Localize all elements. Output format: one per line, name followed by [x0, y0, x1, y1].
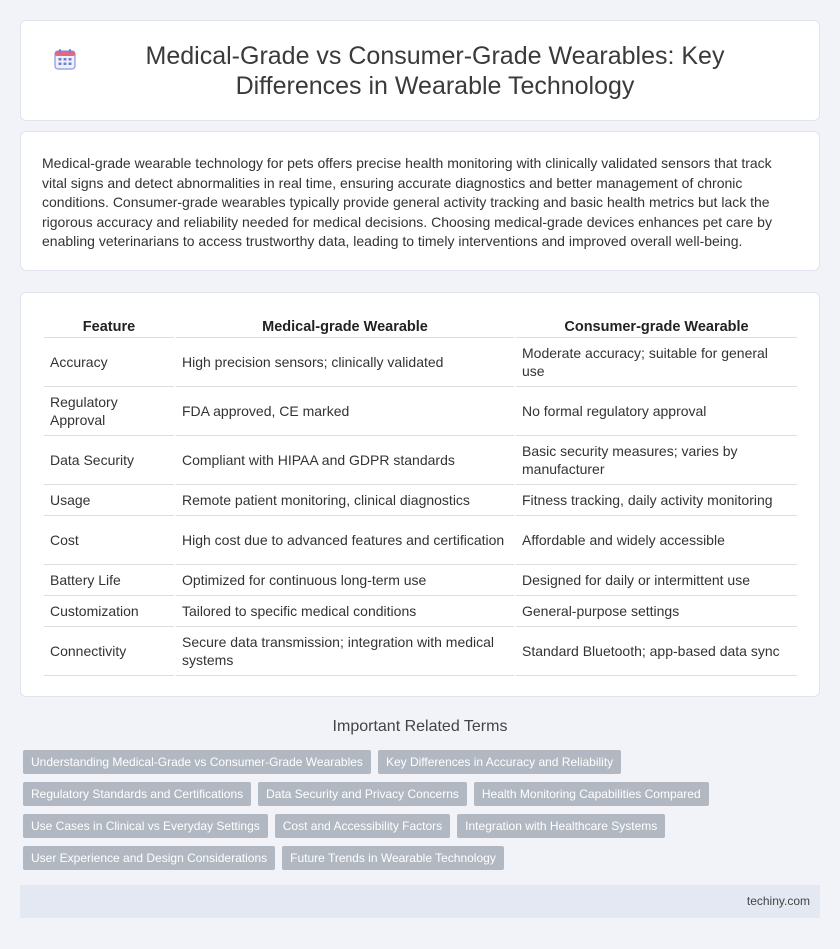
- consumer-cell: Affordable and widely accessible: [516, 516, 797, 565]
- consumer-cell: Fitness tracking, daily activity monitoring: [516, 485, 797, 516]
- table-row: [44, 338, 797, 387]
- feature-cell: Regulatory Approval: [44, 387, 174, 436]
- consumer-cell: No formal regulatory approval: [516, 387, 797, 436]
- medical-cell: Compliant with HIPAA and GDPR standards: [176, 436, 514, 485]
- medical-cell: Tailored to specific medical conditions: [176, 596, 514, 627]
- column-header-consumer: Consumer-grade Wearable: [516, 314, 797, 338]
- medical-cell: Secure data transmission; integration with medical systems: [176, 627, 514, 676]
- table-row: [44, 436, 797, 485]
- table-row: [44, 565, 797, 596]
- feature-cell: Battery Life: [44, 565, 174, 596]
- medical-cell: Optimized for continuous long-term use: [176, 565, 514, 596]
- related-term-tag[interactable]: Integration with Healthcare Systems: [457, 814, 665, 838]
- consumer-cell: General-purpose settings: [516, 596, 797, 627]
- related-terms-list: [23, 750, 813, 878]
- related-term-tag[interactable]: Regulatory Standards and Certifications: [23, 782, 251, 806]
- related-term-tag[interactable]: Use Cases in Clinical vs Everyday Settings: [23, 814, 268, 838]
- table-row: [44, 387, 797, 436]
- column-header-feature: Feature: [44, 314, 174, 338]
- intro-card: [20, 131, 820, 271]
- column-header-medical: Medical-grade Wearable: [176, 314, 514, 338]
- consumer-cell: Standard Bluetooth; app-based data sync: [516, 627, 797, 676]
- tag-row: [23, 814, 813, 838]
- medical-cell: FDA approved, CE marked: [176, 387, 514, 436]
- table-row: [44, 485, 797, 516]
- feature-cell: Cost: [44, 516, 174, 565]
- table-row: [44, 627, 797, 676]
- header-card: [20, 20, 820, 121]
- consumer-cell: Moderate accuracy; suitable for general use: [516, 338, 797, 387]
- related-term-tag[interactable]: Data Security and Privacy Concerns: [258, 782, 467, 806]
- consumer-cell: Designed for daily or intermittent use: [516, 565, 797, 596]
- related-term-tag[interactable]: User Experience and Design Considerations: [23, 846, 275, 870]
- table-row: [44, 596, 797, 627]
- feature-cell: Data Security: [44, 436, 174, 485]
- related-term-tag[interactable]: Understanding Medical-Grade vs Consumer-Grade Wearables: [23, 750, 371, 774]
- intro-paragraph: Medical-grade wearable technology for pets offers precise health monitoring with clinically validated sensors that track vital signs and detect abnormalities in real time, ensuring accurate diagnostics and better management of chronic conditions. Consumer-grade wearables typically provide general activity tracking and basic health metrics but lack the rigorous accuracy and reliability needed for medical decisions. Choosing medical-grade devices enhances pet care by enabling veterinarians to access trustworthy data, leading to timely interventions and improved overall well-being.: [42, 155, 772, 250]
- table-header-row: [44, 314, 797, 338]
- related-term-tag[interactable]: Health Monitoring Capabilities Compared: [474, 782, 709, 806]
- medical-cell: Remote patient monitoring, clinical diagnostics: [176, 485, 514, 516]
- consumer-cell: Basic security measures; varies by manufacturer: [516, 436, 797, 485]
- comparison-table-card: [20, 292, 820, 697]
- tag-row: [23, 782, 813, 806]
- tag-row: [23, 846, 813, 870]
- feature-cell: Connectivity: [44, 627, 174, 676]
- feature-cell: Accuracy: [44, 338, 174, 387]
- related-terms-title: Important Related Terms: [332, 718, 508, 735]
- related-term-tag[interactable]: Cost and Accessibility Factors: [275, 814, 450, 838]
- page-title: Medical-Grade vs Consumer-Grade Wearables: Key Differences in Wearable Technology: [145, 41, 725, 100]
- footer: [20, 885, 820, 918]
- feature-cell: Usage: [44, 485, 174, 516]
- medical-cell: High cost due to advanced features and certification: [176, 516, 514, 565]
- footer-brand: techiny.com: [746, 894, 810, 908]
- tag-row: [23, 750, 813, 774]
- related-term-tag[interactable]: Key Differences in Accuracy and Reliability: [378, 750, 621, 774]
- medical-cell: High precision sensors; clinically validated: [176, 338, 514, 387]
- table-row: [44, 516, 797, 565]
- feature-cell: Customization: [44, 596, 174, 627]
- related-term-tag[interactable]: Future Trends in Wearable Technology: [282, 846, 504, 870]
- comparison-table: [42, 314, 799, 676]
